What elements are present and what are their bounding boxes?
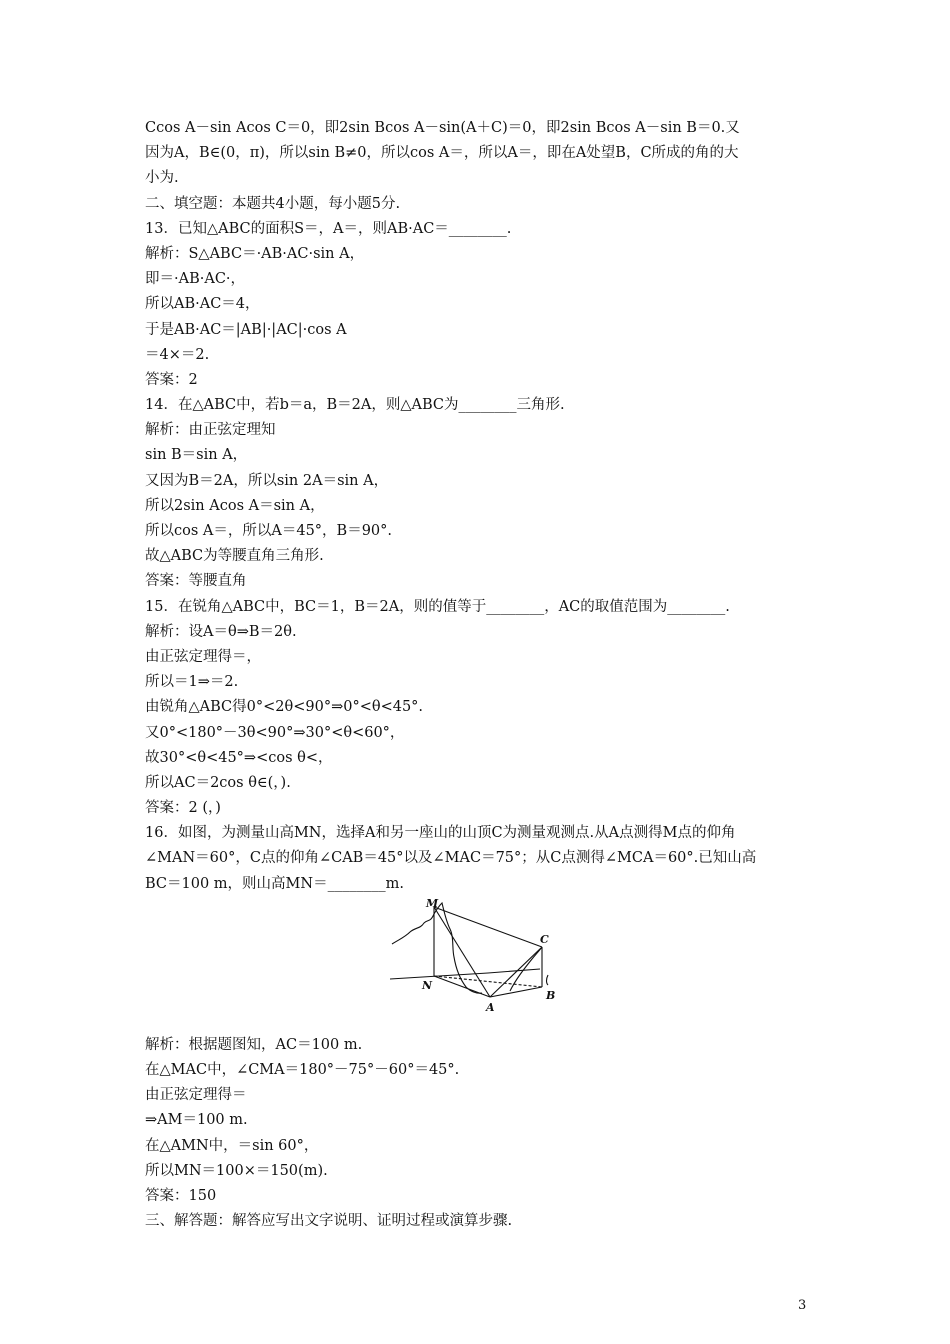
text-line: 在△MAC中，∠CMA＝180°－75°－60°＝45°.	[145, 1062, 460, 1078]
text-line: 13．已知△ABC的面积S＝，A＝，则AB·AC＝________.	[145, 220, 512, 237]
text-line: 由正弦定理得＝，	[145, 648, 261, 665]
text-line: 三、解答题：解答应写出文字说明、证明过程或演算步骤.	[145, 1213, 513, 1230]
text-line: 二、填空题：本题共4小题，每小题5分.	[145, 195, 401, 212]
segment-AB	[490, 987, 542, 997]
segment-MC	[434, 907, 542, 947]
text-line: 在△AMN中，＝sin 60°，	[145, 1137, 319, 1154]
text-line: 14．在△ABC中，若b＝a，B＝2A，则△ABC为________三角形.	[145, 397, 565, 414]
segment-MA	[434, 907, 490, 997]
text-line: 小为.	[145, 170, 179, 187]
text-line: 解析：S△ABC＝·AB·AC·sin A，	[145, 245, 365, 262]
label-B: B	[546, 988, 556, 1002]
text-line: 16．如图，为测量山高MN，选择A和另一座山的山顶C为测量观测点.从A点测得M点的仰角	[145, 825, 736, 842]
text-line: 解析：设A＝θ⇒B＝2θ.	[145, 623, 297, 640]
text-line: 答案：150	[145, 1187, 217, 1204]
text-line: 所以AC＝2cos θ∈(，).	[145, 774, 291, 791]
text-line: 15．在锐角△ABC中，BC＝1，B＝2A，则的值等于________，AC的取值范围为________.	[145, 598, 730, 615]
text-block-before-figure	[145, 116, 810, 897]
mountain-outline	[392, 903, 482, 993]
text-line: 由锐角△ABC得0°<2θ<90°⇒0°<θ<45°.	[145, 699, 424, 716]
text-line: 所以cos A＝，所以A＝45°，B＝90°.	[145, 523, 393, 539]
label-A: A	[486, 1000, 495, 1014]
label-M: M	[426, 898, 439, 910]
text-line: 即＝·AB·AC·，	[145, 271, 246, 288]
text-line: 故△ABC为等腰直角三角形.	[145, 548, 324, 565]
text-line: 于是AB·AC＝|AB|·|AC|·cos A	[145, 321, 347, 338]
text-line: 所以＝1⇒＝2.	[145, 674, 239, 691]
text-line: 又0°<180°－3θ<90°⇒30°<θ<60°，	[145, 724, 405, 741]
label-N: N	[422, 978, 433, 992]
text-line: 故30°<θ<45°⇒<cos θ<，	[145, 749, 333, 766]
text-line: sin B＝sin A，	[145, 447, 248, 464]
text-block-after-figure	[145, 1033, 810, 1235]
page-content	[145, 116, 810, 1234]
label-C: C	[540, 932, 549, 946]
text-line: ∠MAN＝60°，C点的仰角∠CAB＝45°以及∠MAC＝75°；从C点测得∠MCA＝60°.已知山高	[145, 850, 757, 867]
text-line: 解析：根据题图知，AC＝100 m.	[145, 1036, 363, 1053]
text-line: 又因为B＝2A，所以sin 2A＝sin A，	[145, 472, 389, 489]
mountain-diagram	[390, 899, 565, 1029]
text-line: Ccos A－sin Acos C＝0，即2sin Bcos A－sin(A＋C)＝0，即2sin Bcos A－sin B＝0.又	[145, 120, 740, 136]
text-line: ＝4×＝2.	[145, 346, 210, 363]
text-line: 所以MN＝100×＝150(m).	[145, 1162, 328, 1179]
text-line: BC＝100 m，则山高MN＝________m.	[145, 875, 404, 892]
segment-NA	[434, 976, 490, 997]
text-line: 答案：2	[145, 371, 198, 388]
text-line: 所以AB·AC＝4，	[145, 296, 260, 313]
text-line: 所以2sin Acos A＝sin A，	[145, 497, 325, 514]
text-line: 答案：等腰直角	[145, 573, 247, 590]
page-number: 3	[798, 1298, 807, 1313]
text-line: 因为A，B∈(0，π)，所以sin B≠0，所以cos A＝，所以A＝，即在A处望B，C所成的角的大	[145, 145, 739, 162]
hill-edge	[547, 975, 549, 985]
text-line: 由正弦定理得＝	[145, 1087, 247, 1104]
text-line: 解析：由正弦定理知	[145, 422, 276, 439]
text-line: ⇒AM＝100 m.	[145, 1112, 248, 1129]
mountain-figure	[145, 897, 810, 1033]
text-line: 答案：2 (，)	[145, 800, 221, 817]
